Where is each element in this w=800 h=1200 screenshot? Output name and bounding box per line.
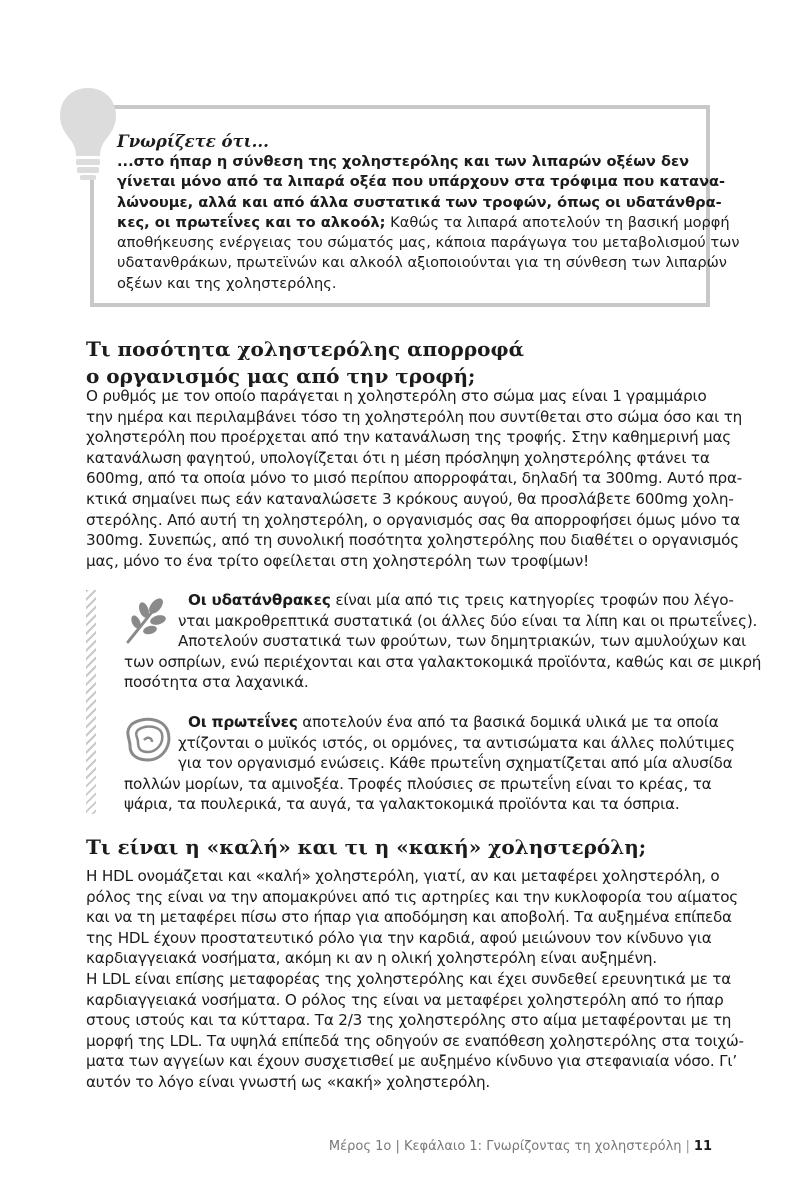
tip-bold-line: γίνεται μόνο από τα λιπαρά οξέα που υπάρχουν στα τρόφιμα που κατανα- (117, 173, 726, 191)
absorption-paragraph (86, 386, 743, 571)
side-note-hatch-bar (86, 590, 96, 814)
heading-line: ο οργανισμός μας από την τροφή; (86, 364, 476, 388)
note-line: ποσότητα στα λαχανικά. (124, 673, 309, 692)
paragraph-line: αυτόν το λόγο είναι γνωστή ως «κακή» χοληστερόλη. (86, 1072, 491, 1091)
paragraph-line: κτικά σημαίνει πως εάν καταναλώσετε 3 κρόκους αυγού, θα προσλάβετε 600mg χολη- (86, 489, 734, 508)
paragraph-line: χοληστερόλη που προέρχεται από την κατανάλωση της τροφής. Στην καθημερινή μας (86, 428, 731, 447)
paragraph-line: ματα των αγγείων και έχουν συσχετισθεί με αυξημένο κίνδυνο για στεφανιαία νόσο. Γι’ (86, 1052, 737, 1071)
section-heading-good-bad: Τι είναι η «καλή» και τι η «κακή» χοληστερόλη; (86, 835, 647, 859)
paragraph-line: Η LDL είναι επίσης μεταφορέας της χοληστερόλης και έχει συνδεθεί ερευνητικά με τα (86, 969, 732, 988)
note-line: για τον οργανισμό ενώσεις. Κάθε πρωτεΐνη σχηματίζεται από μία αλυσίδα (178, 754, 733, 773)
tip-line: υδατανθράκων, πρωτεϊνών και αλκοόλ αξιοποιούνται για τη σύνθεση των λιπαρών (117, 254, 727, 272)
tip-line: οξέων και της χοληστερόλης. (117, 274, 337, 292)
paragraph-line: Η HDL ονομάζεται και «καλή» χοληστερόλη, γιατί, αν και μεταφέρει χοληστερόλη, ο (86, 867, 720, 885)
paragraph-line: κατανάλωση φαγητού, υπολογίζεται ότι η μέση πρόσληψη χοληστερόλης φτάνει τα (86, 448, 710, 467)
paragraph-line: στερόλης. Από αυτή τη χοληστερόλη, ο οργανισμός σας θα απορροφήσει όμως μόνο τα (86, 510, 740, 529)
lightbulb-icon (58, 84, 118, 184)
note-lead: Οι πρωτεΐνες (188, 713, 298, 731)
paragraph-line: της HDL έχουν προστατευτικό ρόλο για την καρδιά, αφού μειώνουν τον κίνδυνο για (86, 928, 712, 947)
tip-bold-line: ...στο ήπαρ η σύνθεση της χοληστερόλης και των λιπαρών οξέων δεν (117, 153, 690, 170)
paragraph-line: μας, μόνο το ένα τρίτο οφείλεται στη χοληστερόλη των τροφίμων! (86, 551, 589, 570)
page-footer (329, 1139, 712, 1154)
paragraph-line: στους ιστούς και τα κύτταρα. Τα 2/3 της χοληστερόλης στο αίμα μεταφέρονται με τη (86, 1011, 732, 1030)
page-number: 11 (693, 1139, 712, 1154)
tip-heading: Γνωρίζετε ότι... (117, 132, 269, 151)
tip-text (117, 152, 740, 294)
paragraph-line: 300mg. Συνεπώς, από τη συνολική ποσότητα χοληστερόλης που διαθέτει ο οργανισμός (86, 531, 739, 550)
paragraph-line: καρδιαγγειακά νοσήματα, ακόμη κι αν η ολική χοληστερόλη είναι αυξημένη. (86, 949, 657, 968)
carbohydrates-note (124, 590, 762, 693)
footer-chapter-text: Μέρος 1ο | Κεφάλαιο 1: Γνωρίζοντας τη χοληστερόλη (328, 1139, 682, 1154)
note-line: των οσπρίων, ενώ περιέχονται και στα γαλακτοκομικά προϊόντα, καθώς και σε μικρή (124, 652, 762, 671)
note-line: ψάρια, τα πουλερικά, τα αυγά, τα γαλακτοκομικά προϊόντα και τα όσπρια. (124, 795, 680, 814)
heading-line: Τι ποσότητα χοληστερόλης απορροφά (86, 337, 524, 361)
note-line: χτίζονται ο μυϊκός ιστός, οι ορμόνες, τα αντισώματα και άλλες πολύτιμες (178, 733, 735, 752)
paragraph-line: ρόλος της είναι να την απομακρύνει από τις αρτηρίες και την κυκλοφορία του αίματος (86, 887, 739, 906)
note-line: νται μακροθρεπτικά συστατικά (οι άλλες δύο είναι τα λίπη και οι πρωτεΐνες). (178, 611, 758, 630)
section-heading-absorption (86, 336, 706, 390)
tip-line: αποθήκευσης ενέργειας του σώματός μας, κάποια παράγωγα του μεταβολισμού των (117, 234, 740, 252)
note-line: πολλών μορίων, τα αμινοξέα. Τροφές πλούσιες σε πρωτεΐνη είναι το κρέας, τα (124, 774, 712, 793)
tip-bold-line: λώνουμε, αλλά και από άλλα συστατικά των τροφών, όπως οι υδατάνθρα- (117, 193, 722, 211)
note-line: Αποτελούν συστατικά των φρούτων, των δημητριακών, των αμυλούχων και (178, 632, 747, 651)
good-bad-paragraph (86, 866, 744, 1093)
note-text-fragment: είναι μία από τις τρεις κατηγορίες τροφών που λέγο- (330, 591, 734, 609)
paragraph-line: μορφή της LDL. Τα υψηλά επίπεδά της οδηγούν σε εναπόθεση χοληστερόλης στα τοιχώ- (86, 1031, 744, 1050)
note-text-fragment: αποτελούν ένα από τα βασικά δομικά υλικά με τα οποία (297, 713, 719, 731)
paragraph-line: την ημέρα και περιλαμβάνει τόσο τη χοληστερόλη που συντίθεται στο σώμα όσο και τη (86, 407, 743, 426)
tip-bold-fragment: κες, οι πρωτεΐνες και το αλκοόλ; (117, 213, 386, 231)
tip-text-fragment: Καθώς τα λιπαρά αποτελούν τη βασική μορφή (385, 213, 730, 231)
note-lead: Οι υδατάνθρακες (188, 591, 331, 609)
tip-box-frame-left (90, 180, 94, 307)
footer-separator: | (685, 1139, 690, 1154)
paragraph-line: καρδιαγγειακά νοσήματα. Ο ρόλος της είναι να μεταφέρει χοληστερόλη από το ήπαρ (86, 990, 724, 1009)
paragraph-line: Ο ρυθμός με τον οποίο παράγεται η χοληστερόλη στο σώμα μας είναι 1 γραμμάριο (86, 387, 707, 405)
paragraph-line: 600mg, από τα οποία μόνο το μισό περίπου απορροφάται, δηλαδή τα 300mg. Αυτό πρα- (86, 469, 743, 488)
paragraph-line: και να τη μεταφέρει πίσω στο ήπαρ για αποδόμηση και αποβολή. Τα αυξημένα επίπεδα (86, 908, 732, 927)
proteins-note (124, 712, 735, 815)
